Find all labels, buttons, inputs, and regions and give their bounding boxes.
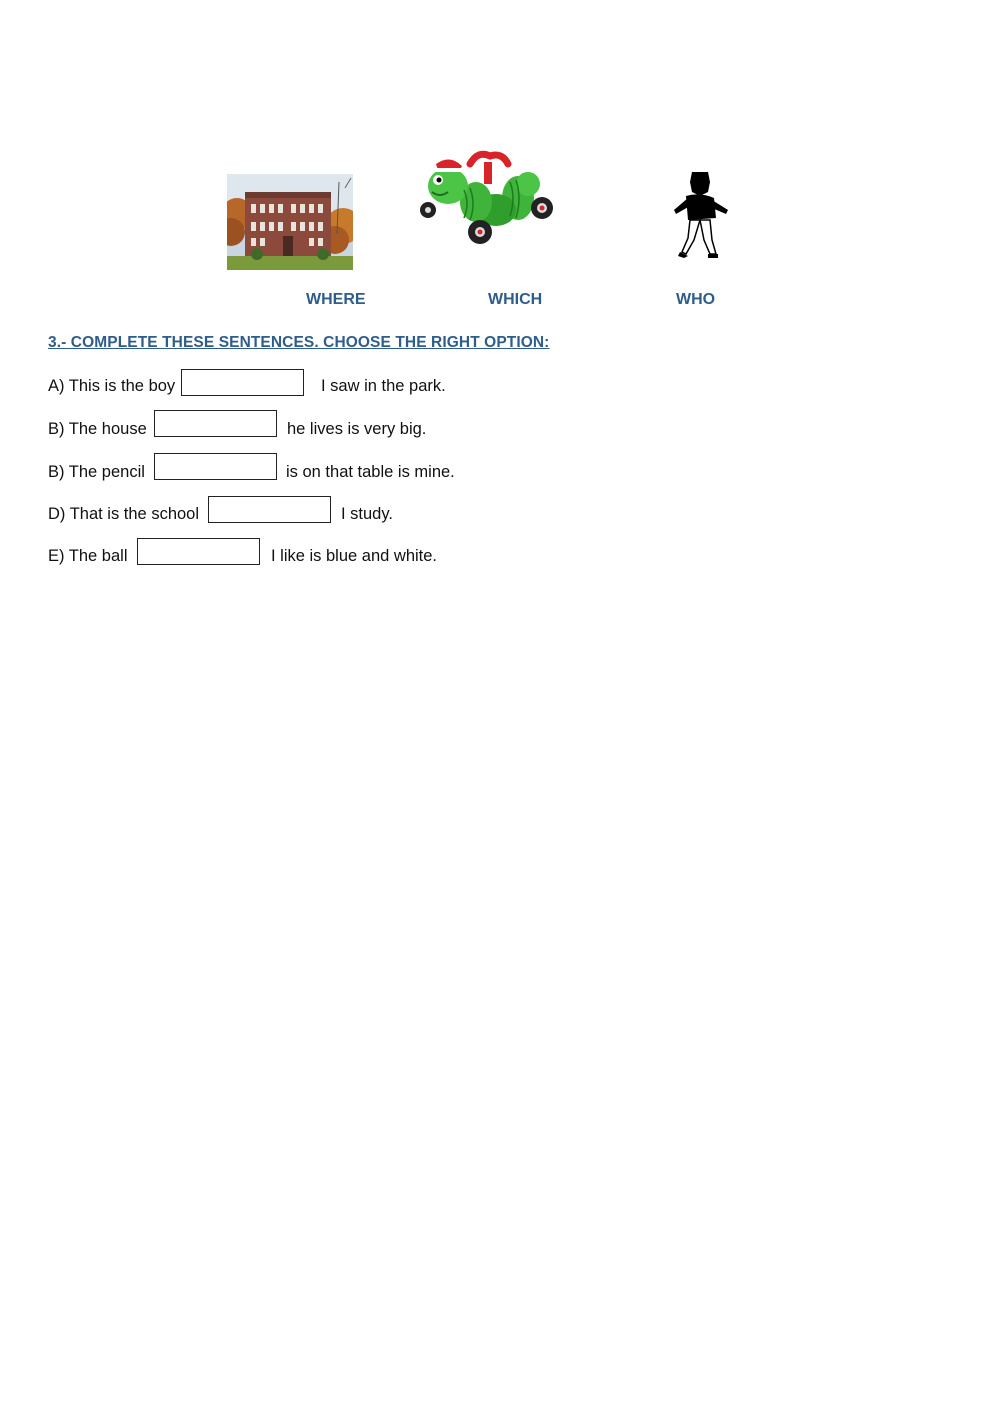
option-which: WHICH [488, 291, 543, 308]
sentence-d-end: I study. [341, 505, 393, 523]
sentence-b-house-start: B) The house [48, 420, 147, 438]
sentence-a-end: I saw in the park. [321, 377, 446, 395]
option-who: WHO [676, 291, 716, 308]
answer-input-a[interactable] [181, 369, 304, 396]
sentence-b-pencil-start: B) The pencil [48, 463, 145, 481]
answer-input-b-house[interactable] [154, 410, 277, 437]
answer-input-e[interactable] [137, 538, 260, 565]
answer-input-b-pencil[interactable] [154, 453, 277, 480]
sentence-e-end: I like is blue and white. [271, 547, 438, 565]
option-where: WHERE [306, 291, 366, 308]
sentence-b-pencil-end: is on that table is mine. [286, 463, 455, 481]
sentence-b-house-end: he lives is very big. [287, 420, 427, 438]
walking-boy-silhouette-image [670, 170, 732, 258]
sentence-e-start: E) The ball [48, 547, 128, 565]
caterpillar-ride-on-toy-image [418, 150, 556, 250]
answer-input-d[interactable] [208, 496, 331, 523]
sentence-a-start: A) This is the boy [48, 377, 176, 395]
exercise-heading: 3.- COMPLETE THESE SENTENCES. CHOOSE THE RIGHT OPTION: [48, 334, 550, 351]
school-building-image [227, 174, 353, 270]
sentence-d-start: D) That is the school [48, 505, 200, 523]
